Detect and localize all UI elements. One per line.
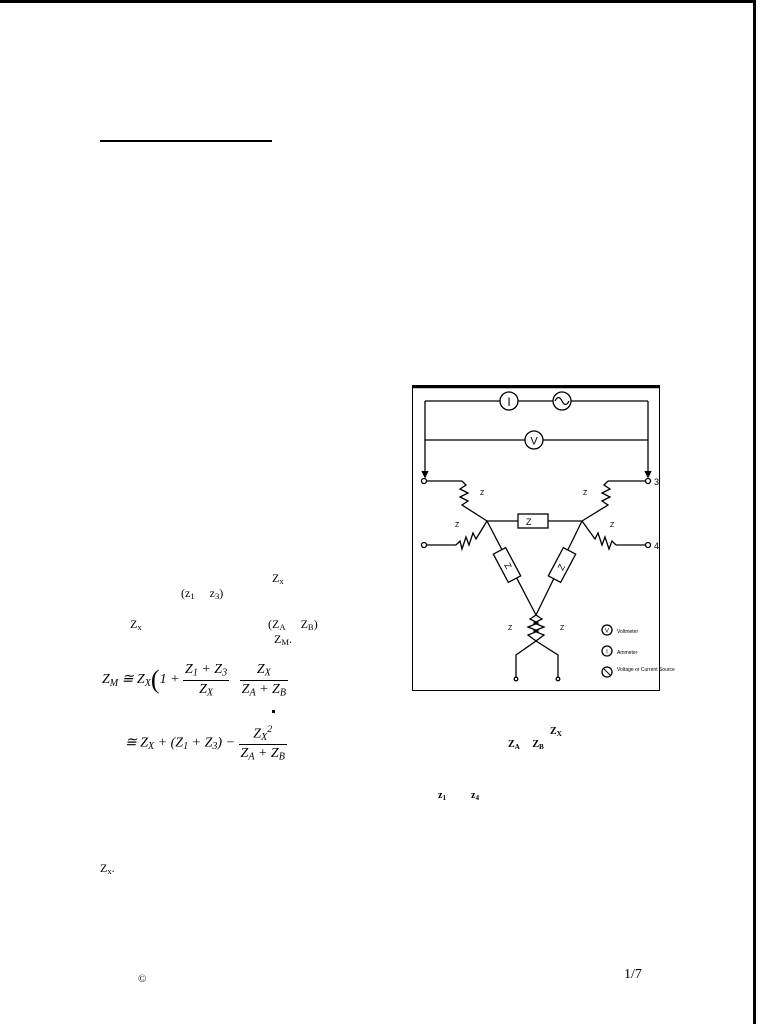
copyright-symbol: © <box>138 973 147 985</box>
symbol-za-zb: ($Z_A$ $Z_B$) <box>268 617 318 633</box>
legend-ammeter-label: Ammeter <box>617 650 638 656</box>
terminal-6 <box>556 677 560 681</box>
ammeter-label: I <box>507 395 511 409</box>
circuit-diagram <box>412 385 675 691</box>
z1-label: Z <box>480 490 485 497</box>
terminal-3-label: 3 <box>654 477 660 487</box>
symbol-zm: $Z_M$. <box>274 632 293 648</box>
caption-zx: $Z_X$ <box>550 726 562 738</box>
legend-ammeter-glyph: I <box>606 649 608 656</box>
symbol-zx-2: $Z_x$ <box>130 617 142 633</box>
caption-z1-z4: $z_1$ $z_4$ <box>438 790 480 802</box>
left-arrow-tip <box>422 471 428 477</box>
equation-zm-expanded: ≅ $Z_X + (Z_1 + Z_3)$ − $\frac{Z_X^2}{Z_A + Z_B}$ <box>125 724 285 763</box>
terminal-1 <box>422 479 427 484</box>
caption-za-zb: $Z_A$ $Z_B$ <box>508 739 544 751</box>
voltmeter-label: V <box>530 435 538 448</box>
resistor-z5 <box>516 615 538 677</box>
resistor-z1 <box>460 481 487 521</box>
z5-label: Z <box>508 625 513 632</box>
terminal-3 <box>646 479 651 484</box>
z3-label: Z <box>583 490 588 497</box>
section-heading-underline <box>100 140 272 142</box>
z6-label: Z <box>560 625 565 632</box>
resistor-z3 <box>582 481 610 521</box>
z2-label: Z <box>455 522 460 529</box>
terminal-5 <box>514 677 518 681</box>
symbol-z1-z3: ($z_1$ $z_3$) <box>181 586 224 602</box>
terminal-4-label: 4 <box>654 541 660 551</box>
equation-zm-approx: $Z_M$ ≅ $Z_X(1$ + $\frac{Z_1 + Z_3}{Z_X}$ $\frac{Z_X}{Z_A + Z_B}$ <box>102 662 286 699</box>
terminal-2 <box>422 543 427 548</box>
legend-source-slash <box>604 669 610 675</box>
legend-voltmeter-label: Voltmeter <box>617 629 639 635</box>
resistor-z2 <box>456 521 487 549</box>
resistor-z6 <box>534 615 558 677</box>
zx-box-label: Z <box>526 517 532 527</box>
page-number: 1/7 <box>624 967 642 982</box>
legend-voltmeter-glyph: V <box>604 628 610 635</box>
symbol-zx: $Z_x$ <box>272 571 284 587</box>
page-right-rule <box>753 0 756 1024</box>
page-top-rule <box>0 0 755 3</box>
zb-box-label: Z <box>555 562 568 572</box>
z4-label: Z <box>610 522 615 529</box>
za-box-label: Z <box>502 561 514 571</box>
bullet-mark <box>272 710 275 713</box>
legend-source-label: Voltage or Current Source <box>617 667 675 673</box>
right-arrow-tip <box>645 471 651 477</box>
zx-box <box>518 514 548 528</box>
terminal-4 <box>646 543 651 548</box>
symbol-zx-end: $Z_x$. <box>100 861 115 877</box>
